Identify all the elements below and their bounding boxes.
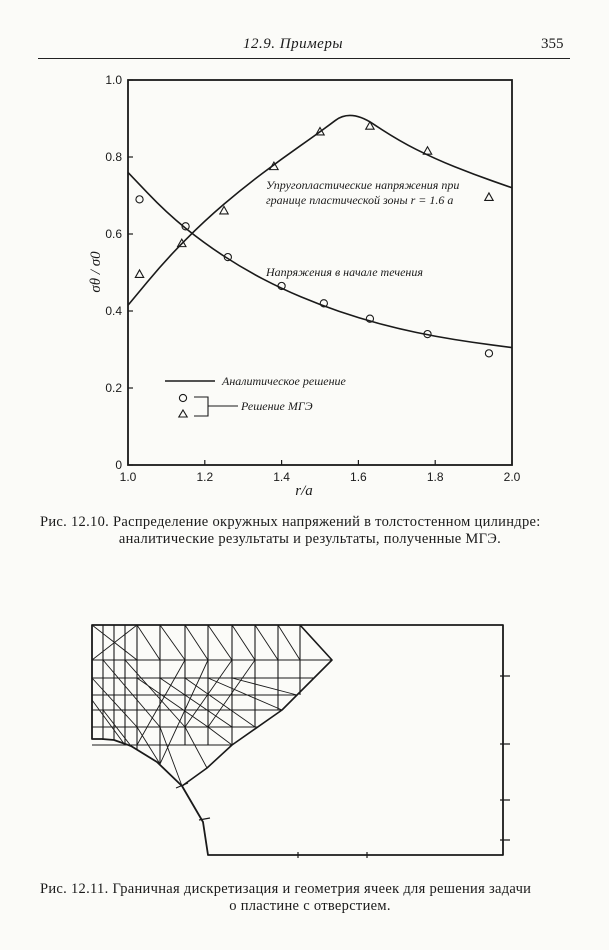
x-tick-label: 1.8: [426, 470, 444, 484]
boundary-ticks: [298, 676, 510, 858]
legend-analytic-label: Аналитическое решение: [222, 374, 346, 388]
legend: [165, 374, 347, 417]
running-head: 12.9. Примеры: [243, 36, 343, 52]
bem-circle-point: [485, 350, 492, 357]
bem-circle-point: [136, 196, 143, 203]
y-axis-label: σθ / σ0: [88, 251, 104, 293]
figure2-caption-line2: о пластине с отверстием.: [229, 898, 391, 914]
figure1-caption-line2: аналитические результаты и результаты, полученные МГЭ.: [118, 531, 502, 547]
bem-triangle-point: [135, 270, 143, 278]
y-tick-label: 0: [115, 458, 122, 472]
figure1-caption-line1: Рис. 12.10. Распределение окружных напряжений в толстостенном цилиндре:: [40, 514, 541, 530]
figure1-caption: [40, 514, 580, 548]
annotation-yield-onset: Напряжения в начале течения: [266, 265, 423, 279]
x-tick-label: 2.0: [503, 470, 521, 484]
y-tick-label: 0.6: [105, 227, 122, 241]
bem-triangle-point: [423, 147, 431, 155]
x-axis-label: r/a: [295, 483, 313, 499]
annotation-elastoplastic-2: границе пластической зоны r = 1.6 a: [266, 193, 454, 207]
page-number: 355: [541, 36, 564, 52]
x-tick-label: 1.4: [273, 470, 290, 484]
x-tick-label: 1.6: [350, 470, 367, 484]
figure2-caption-line1: Рис. 12.11. Граничная дискретизация и геометрия ячеек для решения задачи: [40, 881, 532, 897]
legend-triangle-swatch: [179, 410, 187, 417]
y-tick-label: 0.8: [105, 150, 122, 164]
bem-triangle-point: [485, 193, 493, 201]
y-tick-label: 0.2: [105, 381, 122, 395]
annotation-elastoplastic-1: Упругопластические напряжения при: [266, 178, 460, 192]
y-tick-label: 1.0: [105, 73, 122, 87]
figure2-caption: [40, 881, 580, 915]
mesh-diagram: [0, 600, 609, 870]
x-tick-label: 1.2: [196, 470, 214, 484]
legend-bracket: [194, 397, 238, 416]
legend-circle-swatch: [179, 394, 186, 401]
hole-ticks: [176, 783, 210, 820]
y-tick-label: 0.4: [105, 304, 122, 318]
x-tick-label: 1.0: [119, 470, 137, 484]
mesh-horizontal-lines: [92, 660, 332, 745]
mesh-diagonal-lines: [92, 625, 332, 786]
cell-region-edge: [182, 625, 332, 786]
legend-bem-label: Решение МГЭ: [241, 399, 313, 413]
